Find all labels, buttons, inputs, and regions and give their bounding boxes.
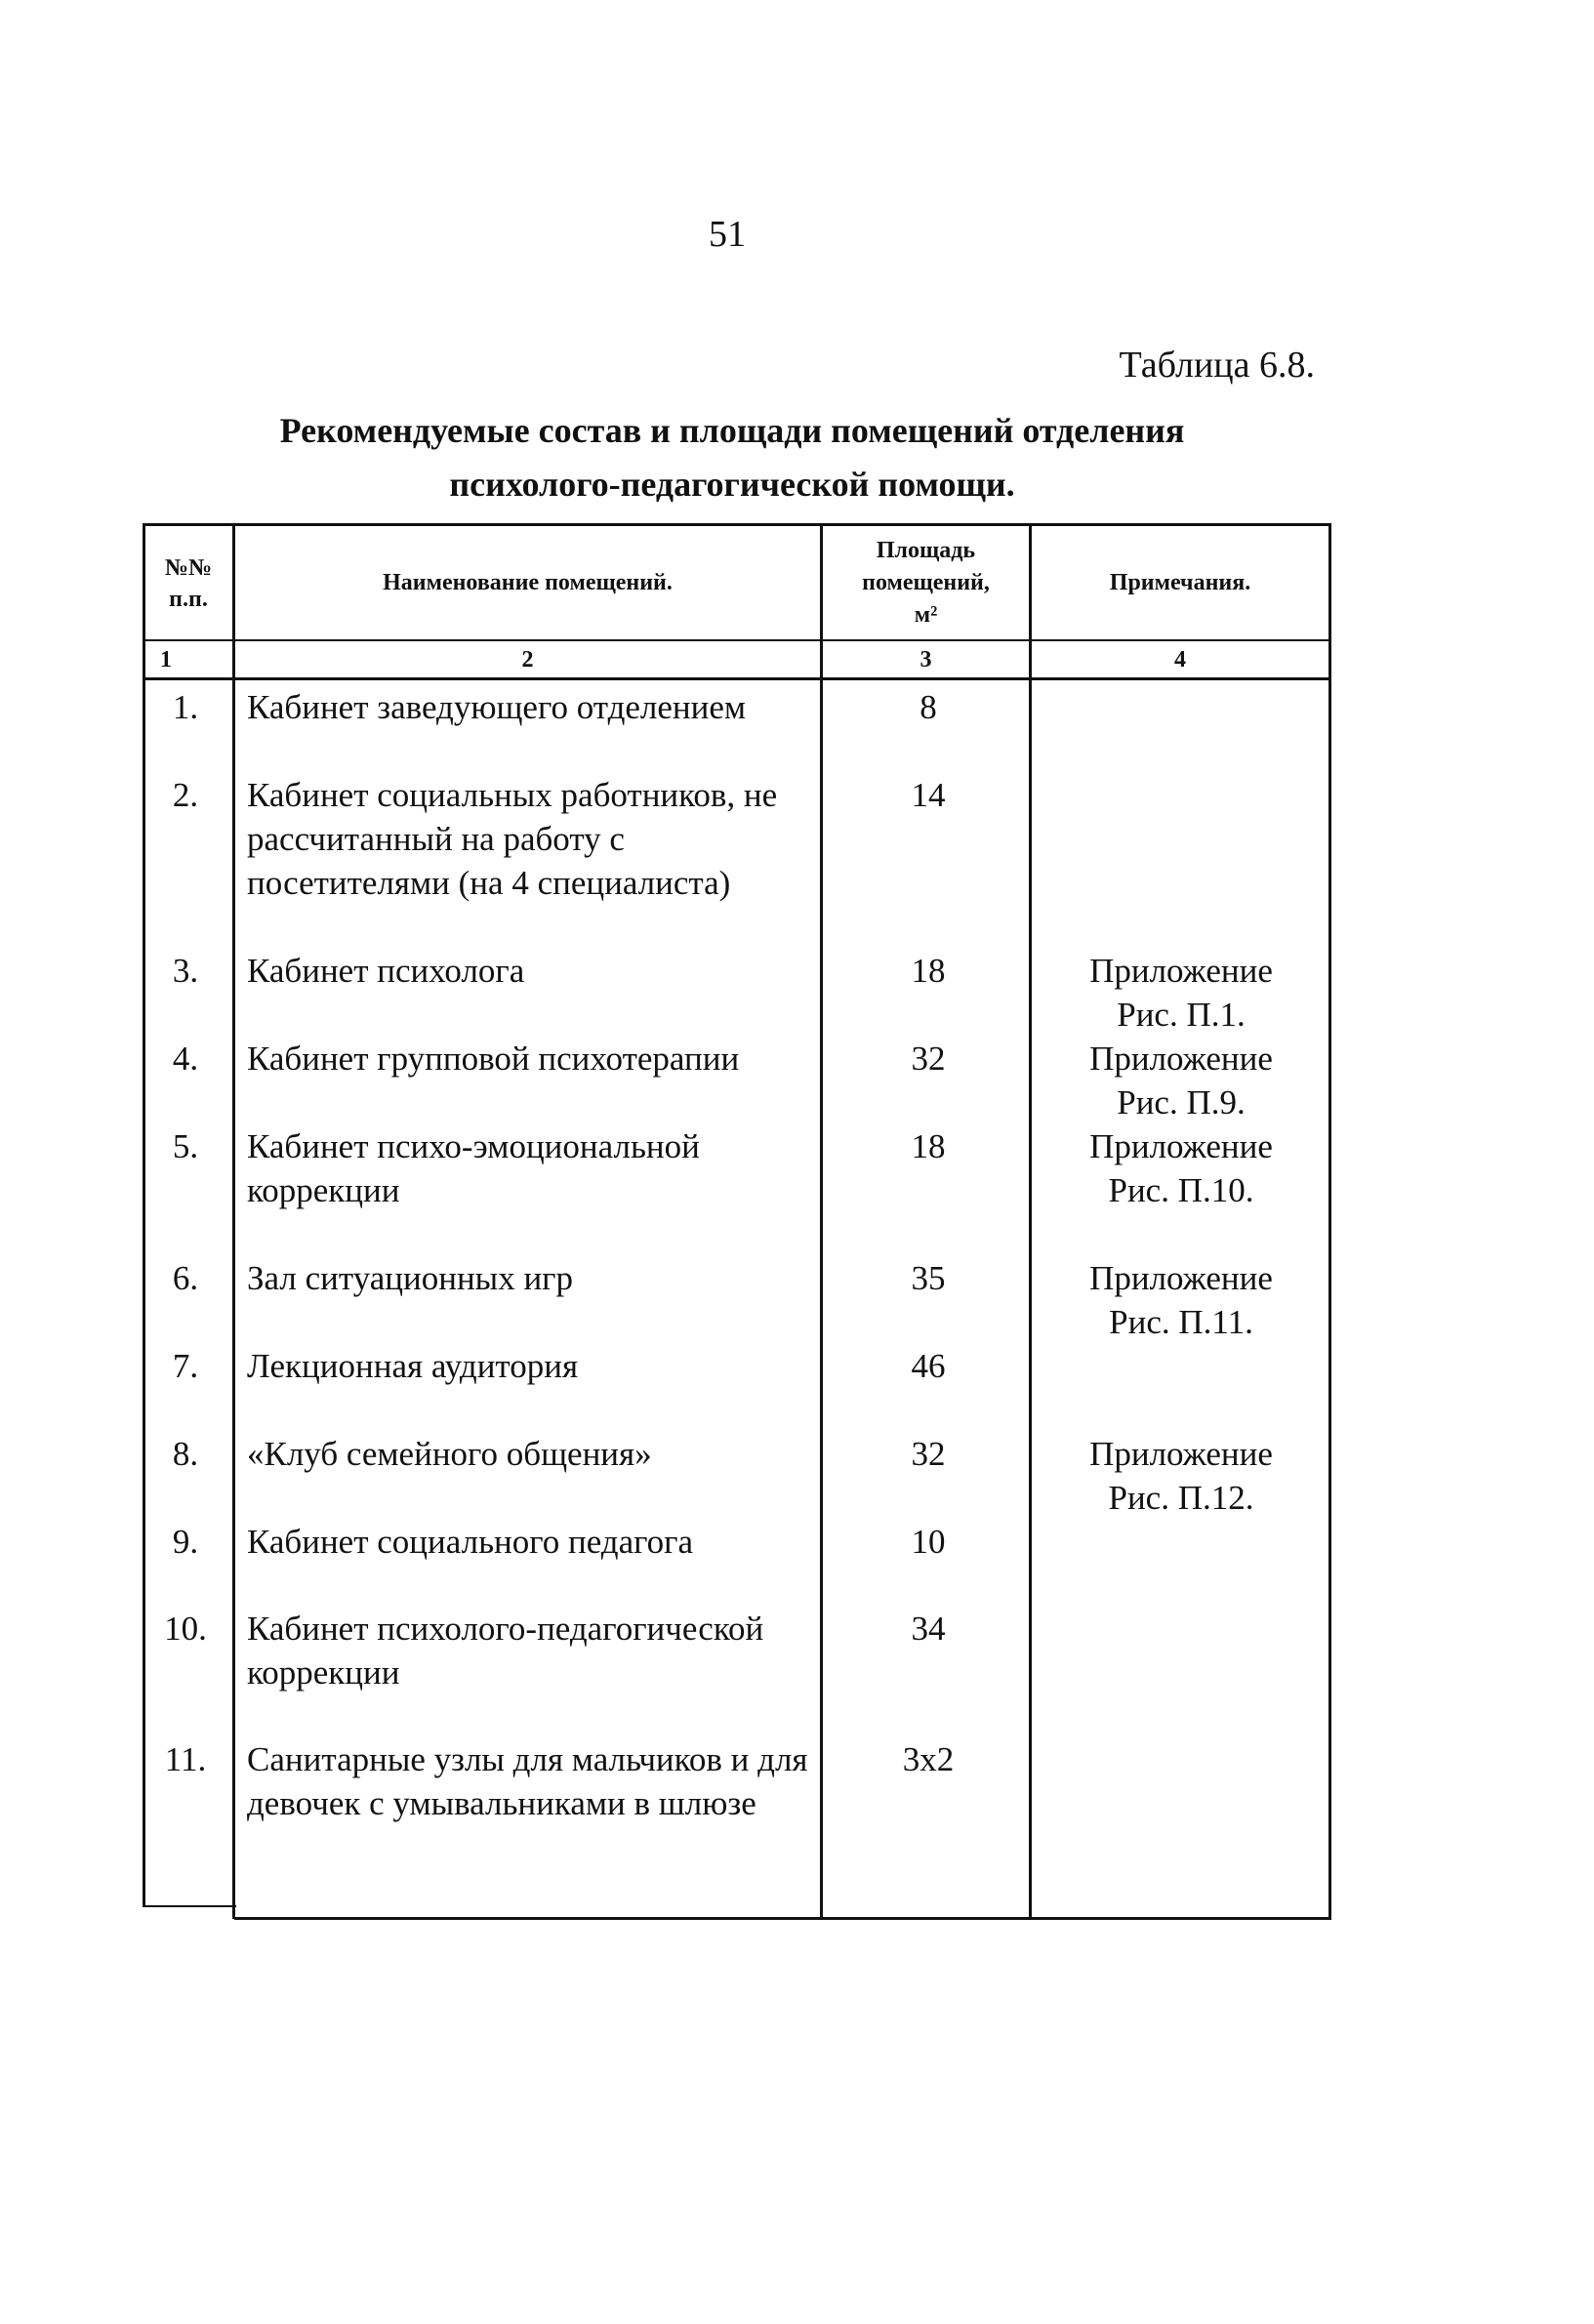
row-9-num: 9. [172,1523,199,1561]
row-6-num: 6. [172,1259,199,1297]
row-11-num: 11. [164,1740,207,1778]
table-top-border [143,523,1331,526]
row-7-num: 7. [172,1347,199,1385]
row-3-num: 3. [172,952,199,990]
table-title-line-1: Рекомендуемые состав и площади помещений отделения [279,411,1185,450]
row-4-area: 32 [911,1040,946,1078]
column-number-4: 4 [1174,647,1186,673]
column-divider-2 [820,523,823,1919]
row-8-num: 8. [172,1435,199,1473]
table-left-border [143,523,145,1907]
row-2-name: Кабинет социальных работников, не рассчитанный на работу с посетителями (на 4 специалиста) [247,776,778,902]
header-area-line-1: Площадь [876,538,976,563]
page-number: 51 [709,214,746,255]
row-7-area: 46 [911,1347,946,1385]
column-number-2: 2 [521,647,534,673]
row-4-num: 4. [172,1040,199,1078]
row-4-name: Кабинет групповой психотерапии [247,1040,740,1078]
row-5-num: 5. [172,1127,199,1165]
row-2-area: 14 [911,776,946,814]
row-9-name: Кабинет социального педагога [247,1523,694,1561]
row-11-area: 3x2 [902,1740,955,1778]
row-3-name: Кабинет психолога [247,952,525,990]
row-1-name: Кабинет заведующего отделением [247,688,747,726]
table-bottom-left-border [143,1905,236,1907]
row-4-note: Приложение Рис. П.9. [1089,1040,1273,1121]
header-num [146,552,230,615]
row-8-area: 32 [911,1435,946,1473]
header-name: Наименование помещений. [383,570,673,595]
header-num-line-1: №№ [164,555,213,581]
header-notes: Примечания. [1109,570,1251,595]
row-7-name: Лекционная аудитория [247,1347,579,1385]
row-6-note: Приложение Рис. П.11. [1089,1259,1273,1341]
table-title-line-2: психолого-педагогической помощи. [449,465,1015,504]
table-bottom-border [234,1917,1331,1920]
row-8-note: Приложение Рис. П.12. [1089,1435,1273,1517]
row-10-area: 34 [911,1610,946,1648]
column-divider-1 [232,523,235,1919]
table-right-border [1328,523,1331,1919]
row-3-area: 18 [911,952,946,990]
row-6-area: 35 [911,1259,946,1297]
row-5-area: 18 [911,1127,946,1165]
column-number-1: 1 [160,647,172,673]
header-area-line-3: м² [914,602,938,628]
row-5-name: Кабинет психо-эмоциональной коррекции [247,1127,700,1209]
table-caption: Таблица 6.8. [1119,345,1315,386]
row-10-name: Кабинет психолого-педагогической коррекции [247,1610,764,1692]
colnum-row-bottom-border [143,677,1331,680]
row-6-name: Зал ситуационных игр [247,1259,574,1297]
header-area [823,535,1029,632]
row-5-note: Приложение Рис. П.10. [1089,1127,1273,1209]
column-divider-3 [1029,523,1032,1919]
header-area-line-2: помещений, [862,570,990,595]
header-num-line-2: п.п. [169,587,208,612]
row-8-name: «Клуб семейного общения» [247,1435,652,1473]
row-9-area: 10 [911,1523,946,1561]
row-1-area: 8 [920,688,937,726]
row-2-num: 2. [172,776,199,814]
row-10-num: 10. [164,1610,207,1648]
row-3-note: Приложение Рис. П.1. [1089,952,1273,1034]
row-1-num: 1. [172,688,199,726]
column-number-3: 3 [920,647,932,673]
header-bottom-border [143,639,1331,641]
row-11-name: Санитарные узлы для мальчиков и для девочек с умывальниками в шлюзе [247,1740,808,1822]
